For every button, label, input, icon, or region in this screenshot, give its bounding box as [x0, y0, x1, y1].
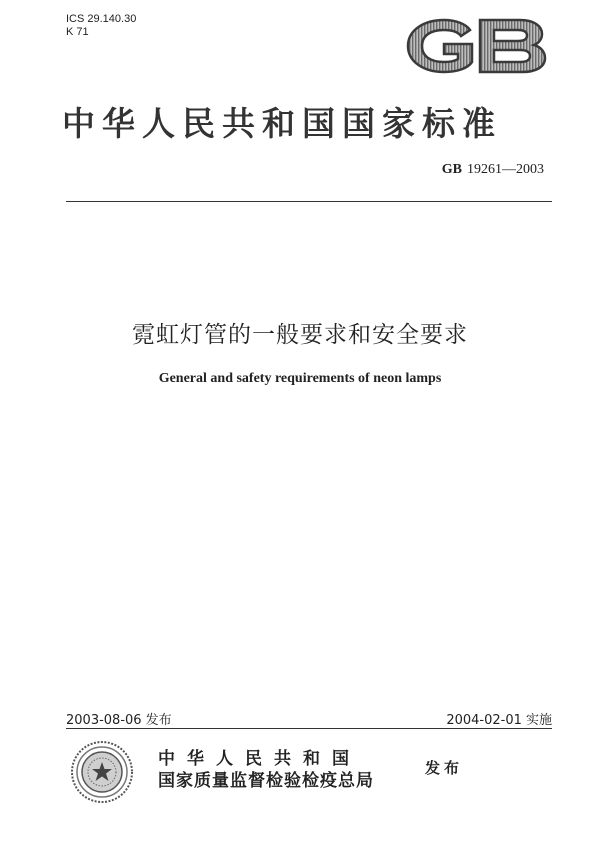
official-seal-icon [70, 740, 134, 804]
issue-date: 2003-08-06 发布 [66, 713, 172, 728]
gb-logo [400, 16, 550, 76]
top-divider [66, 201, 552, 202]
ics-code: ICS 29.140.30 [66, 13, 137, 25]
bottom-divider [66, 728, 552, 729]
document-title-en: General and safety requirements of neon lamps [158, 371, 442, 386]
standard-number-prefix: GB [441, 162, 462, 177]
ccs-code: K 71 [66, 26, 89, 38]
issuer-action: 发布 [425, 759, 464, 777]
classification-codes [66, 13, 136, 39]
standard-number-value: 19261—2003 [467, 162, 544, 177]
standard-category-title: 中华人民共和国国家标准 [62, 104, 502, 143]
document-title-cn: 霓虹灯管的一般要求和安全要求 [132, 322, 468, 348]
issuer-line-2: 国家质量监督检验检疫总局 [158, 771, 374, 791]
standard-number [442, 162, 544, 178]
implementation-date: 2004-02-01 实施 [446, 713, 552, 728]
issuer-line-1: 中华人民共和国 [158, 749, 361, 769]
